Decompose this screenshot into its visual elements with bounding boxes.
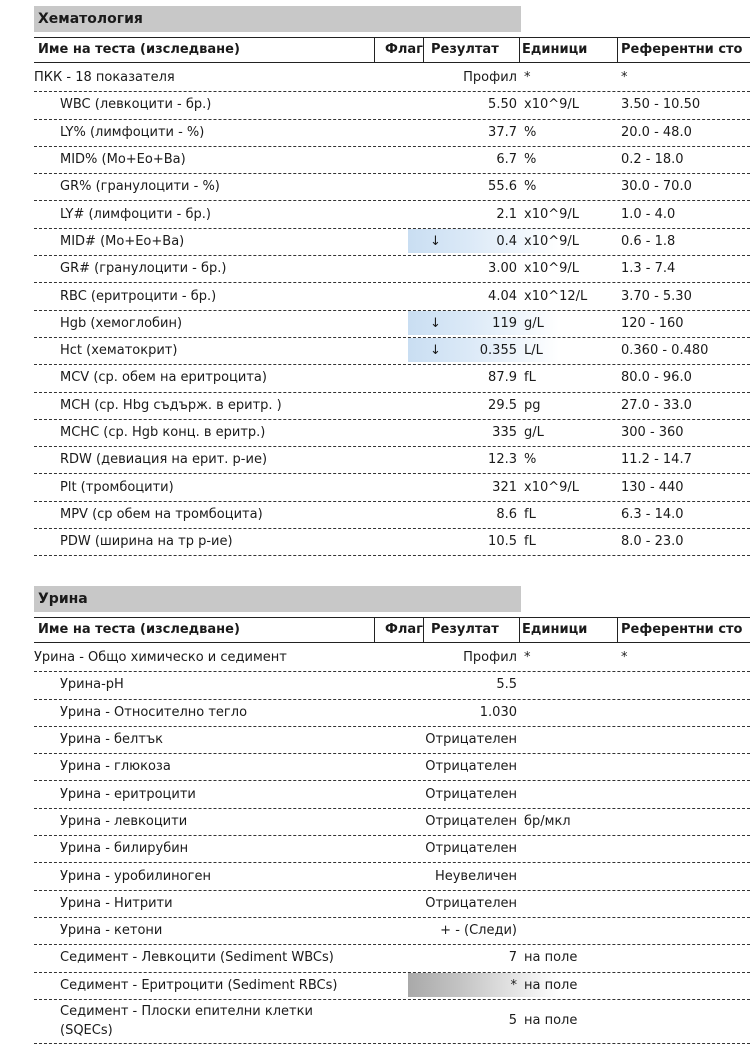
table-row (34, 1000, 750, 1044)
test-name: Урина - белтък (60, 732, 163, 748)
result-value: 6.7 (496, 152, 517, 168)
test-name: MCH (ср. Hbg съдърж. в еритр. ) (60, 397, 282, 413)
urine-section-title: Урина (34, 586, 521, 612)
units-value: fL (524, 370, 536, 386)
column-header-flag: Флаг (385, 42, 423, 57)
units-value: на поле (524, 977, 578, 993)
table-row (34, 174, 750, 201)
table-row (34, 645, 750, 672)
reference-range: 1.3 - 7.4 (621, 261, 676, 277)
urine-table-header (34, 617, 750, 643)
reference-range: 11.2 - 14.7 (621, 452, 692, 468)
result-value: 0.4 (496, 233, 517, 249)
table-row (34, 891, 750, 918)
column-divider (374, 38, 375, 62)
table-row (34, 809, 750, 836)
table-row (34, 502, 750, 529)
units-value: x10^9/L (524, 97, 580, 113)
reference-range: 120 - 160 (621, 315, 684, 331)
result-value: 87.9 (488, 370, 517, 386)
units-value: fL (524, 506, 536, 522)
table-row (34, 782, 750, 809)
result-value: + - (Следи) (440, 923, 517, 939)
column-header-units: Единици (522, 622, 588, 637)
units-value: x10^12/L (524, 288, 588, 304)
table-row (34, 447, 750, 474)
result-value: Отрицателен (425, 895, 517, 911)
test-name: Hgb (хемоглобин) (60, 315, 183, 331)
result-value: * (510, 977, 517, 993)
table-row (34, 365, 750, 392)
test-name: Урина - глюкоза (60, 759, 171, 775)
units-value: бр/мкл (524, 813, 571, 829)
table-row (34, 863, 750, 890)
result-value: 29.5 (488, 397, 517, 413)
result-value: 119 (492, 315, 517, 331)
reference-range: 0.360 - 0.480 (621, 343, 709, 359)
result-value: 1.030 (479, 704, 517, 720)
test-name: MCHC (ср. Hgb конц. в еритр.) (60, 425, 266, 441)
table-row (34, 338, 750, 365)
test-name: MID% (Mo+Eo+Ba) (60, 152, 186, 168)
test-name: Седимент - Еритроцити (Sediment RBCs) (60, 977, 338, 993)
column-header-ref: Референтни сто (621, 622, 743, 637)
reference-range: 0.6 - 1.8 (621, 233, 676, 249)
table-row (34, 475, 750, 502)
table-row (34, 65, 750, 92)
table-row (34, 256, 750, 283)
test-name: Урина - уробилиноген (60, 868, 211, 884)
column-header-name: Име на теста (изследване) (38, 42, 240, 57)
table-row (34, 283, 750, 310)
table-row (34, 945, 750, 972)
table-row (34, 202, 750, 229)
table-row (34, 147, 750, 174)
units-value: fL (524, 534, 536, 550)
reference-range: * (621, 70, 628, 86)
low-flag-arrow-icon: ↓ (430, 315, 441, 331)
units-value: на поле (524, 1013, 578, 1029)
column-divider (374, 618, 375, 642)
test-name: Урина - Нитрити (60, 895, 173, 911)
result-value: Профил (463, 70, 517, 86)
column-divider (423, 618, 424, 642)
test-name: WBC (левкоцити - бр.) (60, 97, 212, 113)
result-value: Отрицателен (425, 786, 517, 802)
reference-range: 80.0 - 96.0 (621, 370, 692, 386)
column-divider (423, 38, 424, 62)
units-value: x10^9/L (524, 206, 580, 222)
reference-range: 27.0 - 33.0 (621, 397, 692, 413)
reference-range: * (621, 650, 628, 666)
table-row (34, 700, 750, 727)
result-value: 12.3 (488, 452, 517, 468)
units-value: % (524, 124, 537, 140)
result-value: 5.5 (496, 677, 517, 693)
units-value: g/L (524, 315, 544, 331)
test-name: RDW (девиация на ерит. р-ие) (60, 452, 268, 468)
table-row (34, 92, 750, 119)
low-flag-arrow-icon: ↓ (430, 343, 441, 359)
reference-range: 3.50 - 10.50 (621, 97, 701, 113)
test-name-continued: (SQECs) (60, 1022, 113, 1038)
column-header-flag: Флаг (385, 622, 423, 637)
test-name: Урина-pH (60, 677, 124, 693)
units-value: x10^9/L (524, 233, 580, 249)
test-name: MID# (Mo+Eo+Ba) (60, 233, 185, 249)
table-row (34, 420, 750, 447)
units-value: % (524, 452, 537, 468)
test-name: Седимент - Левкоцити (Sediment WBCs) (60, 950, 334, 966)
units-value: на поле (524, 950, 578, 966)
table-row (34, 918, 750, 945)
reference-range: 0.2 - 18.0 (621, 152, 684, 168)
result-value: 4.04 (488, 288, 517, 304)
result-value: Отрицателен (425, 813, 517, 829)
column-header-name: Име на теста (изследване) (38, 622, 240, 637)
units-value: g/L (524, 425, 544, 441)
column-divider (617, 618, 618, 642)
units-value: x10^9/L (524, 261, 580, 277)
result-value: 321 (492, 479, 517, 495)
test-name: Урина - Общо химическо и седимент (34, 650, 287, 666)
result-value: 0.355 (479, 343, 517, 359)
test-name: MPV (ср обем на тромбоцита) (60, 506, 263, 522)
units-value: % (524, 179, 537, 195)
test-name: Седимент - Плоски епителни клетки (60, 1003, 313, 1019)
test-name: LY% (лимфоцити - %) (60, 124, 205, 140)
test-name: GR# (гранулоцити - бр.) (60, 261, 227, 277)
reference-range: 30.0 - 70.0 (621, 179, 692, 195)
test-name: Plt (тромбоцити) (60, 479, 174, 495)
result-value: Профил (463, 650, 517, 666)
low-flag-arrow-icon: ↓ (430, 233, 441, 249)
column-header-units: Единици (522, 42, 588, 57)
result-value: 3.00 (488, 261, 517, 277)
table-row (34, 529, 750, 556)
test-name: Урина - Относително тегло (60, 704, 248, 720)
table-row (34, 973, 750, 1000)
reference-range: 8.0 - 23.0 (621, 534, 684, 550)
units-value: pg (524, 397, 541, 413)
column-divider (617, 38, 618, 62)
result-value: Неувеличен (434, 868, 517, 884)
test-name: ПКК - 18 показателя (34, 70, 175, 86)
test-name: Урина - билирубин (60, 841, 189, 857)
result-value: 7 (508, 950, 517, 966)
result-value: 55.6 (488, 179, 517, 195)
test-name: MCV (ср. обем на еритроцита) (60, 370, 267, 386)
result-value: 8.6 (496, 506, 517, 522)
table-row (34, 727, 750, 754)
table-row (34, 120, 750, 147)
reference-range: 1.0 - 4.0 (621, 206, 676, 222)
reference-range: 3.70 - 5.30 (621, 288, 692, 304)
column-divider (519, 618, 520, 642)
test-name: Урина - левкоцити (60, 813, 188, 829)
units-value: * (524, 650, 531, 666)
test-name: Hct (хематокрит) (60, 343, 178, 359)
table-row (34, 672, 750, 699)
test-name: Урина - еритроцити (60, 786, 196, 802)
column-header-ref: Референтни сто (621, 42, 743, 57)
units-value: L/L (524, 343, 543, 359)
test-name: LY# (лимфоцити - бр.) (60, 206, 211, 222)
test-name: GR% (гранулоцити - %) (60, 179, 220, 195)
table-row (34, 836, 750, 863)
result-value: 10.5 (488, 534, 517, 550)
table-row (34, 393, 750, 420)
units-value: % (524, 152, 537, 168)
result-value: Отрицателен (425, 759, 517, 775)
table-row (34, 754, 750, 781)
units-value: * (524, 70, 531, 86)
column-header-result: Резултат (431, 622, 499, 637)
result-value: Отрицателен (425, 841, 517, 857)
test-name: PDW (ширина на тр р-ие) (60, 534, 233, 550)
table-row (34, 311, 750, 338)
units-value: x10^9/L (524, 479, 580, 495)
result-value: 37.7 (488, 124, 517, 140)
result-value: 5.50 (488, 97, 517, 113)
column-divider (519, 38, 520, 62)
reference-range: 130 - 440 (621, 479, 684, 495)
hematology-table-header (34, 37, 750, 63)
table-row (34, 229, 750, 256)
result-value: 5 (508, 1013, 517, 1029)
reference-range: 6.3 - 14.0 (621, 506, 684, 522)
reference-range: 20.0 - 48.0 (621, 124, 692, 140)
result-value: 2.1 (496, 206, 517, 222)
test-name: RBC (еритроцити - бр.) (60, 288, 217, 304)
result-value: Отрицателен (425, 732, 517, 748)
hematology-section-title: Хематология (34, 6, 521, 32)
reference-range: 300 - 360 (621, 425, 684, 441)
column-header-result: Резултат (431, 42, 499, 57)
result-value: 335 (492, 425, 517, 441)
test-name: Урина - кетони (60, 923, 163, 939)
